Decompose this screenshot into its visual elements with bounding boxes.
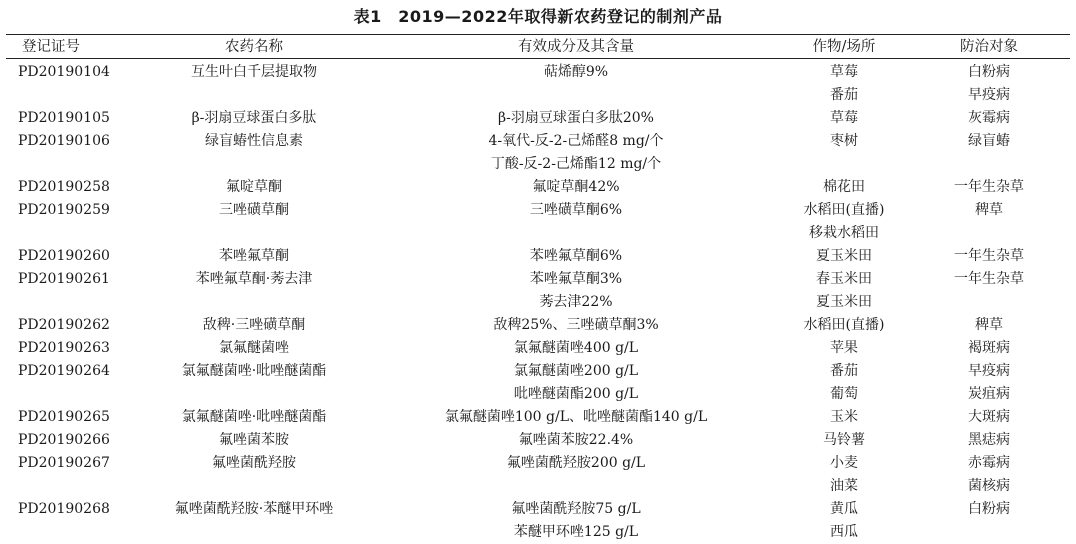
table-row (0, 498, 1076, 521)
cell-ingredient: 氯氟醚菌唑200 g/L (513, 363, 639, 379)
top-rule (6, 34, 1070, 35)
cell-crop: 苹果 (830, 340, 858, 356)
cell-name: 互生叶白千层提取物 (191, 64, 317, 80)
cell-name: 敌稗·三唑磺草酮 (202, 317, 306, 333)
cell-target (918, 222, 1060, 245)
cell-target: 白粉病 (968, 64, 1010, 80)
cell-name (130, 222, 378, 245)
cell-target: 褐斑病 (968, 340, 1010, 356)
table-row (0, 360, 1076, 383)
cell-name (130, 84, 378, 107)
table-row (0, 383, 1076, 406)
cell-target (918, 291, 1060, 314)
table-row (0, 291, 1076, 314)
cell-crop: 水稻田(直播) (803, 202, 885, 218)
cell-reg-no (18, 291, 128, 314)
cell-crop: 草莓 (830, 110, 858, 126)
cell-crop: 玉米 (830, 409, 858, 425)
table-row (0, 521, 1076, 544)
table-row (0, 268, 1076, 291)
cell-name: 三唑磺草酮 (219, 202, 289, 218)
cell-crop: 葡萄 (830, 386, 858, 402)
table-row (0, 314, 1076, 337)
cell-reg-no (18, 521, 128, 544)
cell-target: 一年生杂草 (954, 248, 1024, 264)
cell-reg-no: PD20190264 (18, 363, 110, 379)
cell-ingredient (412, 222, 740, 245)
cell-crop: 黄瓜 (830, 501, 858, 517)
cell-ingredient: β-羽扇豆球蛋白多肽20% (498, 110, 654, 126)
cell-ingredient: 萜烯醇9% (543, 64, 609, 80)
cell-target (918, 521, 1060, 544)
cell-ingredient (412, 475, 740, 498)
cell-reg-no (18, 153, 128, 176)
cell-reg-no: PD20190259 (18, 202, 110, 218)
header-ingredient: 有效成分及其含量 (518, 39, 634, 55)
cell-name: 氯氟醚菌唑·吡唑醚菌酯 (181, 409, 327, 425)
table-row (0, 475, 1076, 498)
cell-reg-no: PD20190105 (18, 110, 110, 126)
header-rule (6, 58, 1070, 59)
cell-target (918, 153, 1060, 176)
cell-reg-no: PD20190263 (18, 340, 110, 356)
table-row (0, 337, 1076, 360)
cell-target: 菌核病 (968, 478, 1010, 494)
cell-crop: 枣树 (830, 133, 858, 149)
cell-crop: 春玉米田 (816, 271, 872, 287)
cell-ingredient: 氯氟醚菌唑100 g/L、吡唑醚菌酯140 g/L (444, 409, 708, 425)
cell-name: 氟唑菌苯胺 (219, 432, 289, 448)
table-row (0, 245, 1076, 268)
cell-target: 一年生杂草 (954, 271, 1024, 287)
header-reg-no: 登记证号 (22, 39, 80, 55)
cell-ingredient: 吡唑醚菌酯200 g/L (513, 386, 639, 402)
cell-ingredient: 苯醚甲环唑125 g/L (513, 524, 639, 540)
cell-reg-no (18, 222, 128, 245)
cell-crop: 西瓜 (830, 524, 858, 540)
table-row (0, 452, 1076, 475)
cell-ingredient: 苯唑氟草酮6% (529, 248, 623, 264)
table-row (0, 222, 1076, 245)
cell-name: 氯氟醚菌唑·吡唑醚菌酯 (181, 363, 327, 379)
cell-crop: 夏玉米田 (816, 248, 872, 264)
header-name: 农药名称 (225, 39, 283, 55)
cell-target: 稗草 (975, 317, 1003, 333)
cell-crop: 油菜 (830, 478, 858, 494)
cell-ingredient: 氟唑菌酰羟胺75 g/L (511, 501, 641, 517)
cell-crop: 小麦 (830, 455, 858, 471)
cell-reg-no: PD20190262 (18, 317, 110, 333)
cell-ingredient: 氟啶草酮42% (532, 179, 620, 195)
cell-ingredient: 莠去津22% (539, 294, 613, 310)
cell-target: 早疫病 (968, 87, 1010, 103)
cell-crop: 番茄 (830, 87, 858, 103)
cell-reg-no: PD20190106 (18, 133, 110, 149)
cell-ingredient: 苯唑氟草酮3% (529, 271, 623, 287)
table-row (0, 176, 1076, 199)
cell-crop (778, 153, 910, 176)
cell-target: 炭疽病 (968, 386, 1010, 402)
cell-crop: 番茄 (830, 363, 858, 379)
cell-name: 苯唑氟草酮 (219, 248, 289, 264)
header-target: 防治对象 (960, 39, 1018, 55)
cell-name (130, 291, 378, 314)
cell-name: 氟唑菌酰羟胺·苯醚甲环唑 (174, 501, 334, 517)
cell-name: 苯唑氟草酮·莠去津 (195, 271, 313, 287)
cell-reg-no (18, 84, 128, 107)
cell-reg-no: PD20190261 (18, 271, 110, 287)
cell-ingredient: 丁酸-反-2-己烯酯12 mg/个 (490, 156, 662, 172)
cell-reg-no: PD20190265 (18, 409, 110, 425)
cell-crop: 马铃薯 (823, 432, 865, 448)
table-title: 表1 2019—2022年取得新农药登记的制剂产品 (353, 7, 723, 26)
cell-target: 一年生杂草 (954, 179, 1024, 195)
table-row (0, 153, 1076, 176)
cell-target: 稗草 (975, 202, 1003, 218)
cell-name: β-羽扇豆球蛋白多肽 (191, 110, 317, 126)
cell-crop: 移栽水稻田 (809, 225, 879, 241)
cell-reg-no: PD20190266 (18, 432, 110, 448)
cell-reg-no: PD20190267 (18, 455, 110, 471)
table-row (0, 429, 1076, 452)
cell-ingredient: 氟唑菌酰羟胺200 g/L (506, 455, 646, 471)
table-body (0, 61, 1076, 544)
cell-crop: 草莓 (830, 64, 858, 80)
table-row (0, 107, 1076, 130)
cell-name (130, 383, 378, 406)
cell-target: 早疫病 (968, 363, 1010, 379)
table-row (0, 406, 1076, 429)
cell-crop: 棉花田 (823, 179, 865, 195)
cell-reg-no: PD20190268 (18, 501, 110, 517)
cell-target: 赤霉病 (968, 455, 1010, 471)
cell-target: 黑痣病 (968, 432, 1010, 448)
cell-target: 白粉病 (968, 501, 1010, 517)
cell-name (130, 475, 378, 498)
cell-name (130, 521, 378, 544)
cell-name: 氯氟醚菌唑 (219, 340, 289, 356)
cell-crop: 夏玉米田 (816, 294, 872, 310)
cell-target: 绿盲蝽 (968, 133, 1010, 149)
cell-reg-no: PD20190104 (18, 64, 110, 80)
cell-ingredient: 敌稗25%、三唑磺草酮3% (493, 317, 659, 333)
cell-name: 绿盲蝽性信息素 (205, 133, 303, 149)
cell-name: 氟唑菌酰羟胺 (212, 455, 296, 471)
cell-ingredient (412, 84, 740, 107)
cell-ingredient: 4-氧代-反-2-己烯醛8 mg/个 (488, 133, 664, 149)
cell-reg-no: PD20190258 (18, 179, 110, 195)
header-crop: 作物/场所 (812, 39, 876, 55)
cell-reg-no (18, 383, 128, 406)
cell-target: 大斑病 (968, 409, 1010, 425)
cell-crop: 水稻田(直播) (803, 317, 885, 333)
table-row (0, 130, 1076, 153)
cell-reg-no: PD20190260 (18, 248, 110, 264)
table-row (0, 61, 1076, 84)
cell-ingredient: 氟唑菌苯胺22.4% (518, 432, 634, 448)
cell-ingredient: 氯氟醚菌唑400 g/L (513, 340, 639, 356)
table-row (0, 199, 1076, 222)
cell-target: 灰霉病 (968, 110, 1010, 126)
cell-ingredient: 三唑磺草酮6% (529, 202, 623, 218)
table-row (0, 84, 1076, 107)
table-header (0, 36, 1076, 58)
cell-name: 氟啶草酮 (226, 179, 282, 195)
cell-name (130, 153, 378, 176)
cell-reg-no (18, 475, 128, 498)
